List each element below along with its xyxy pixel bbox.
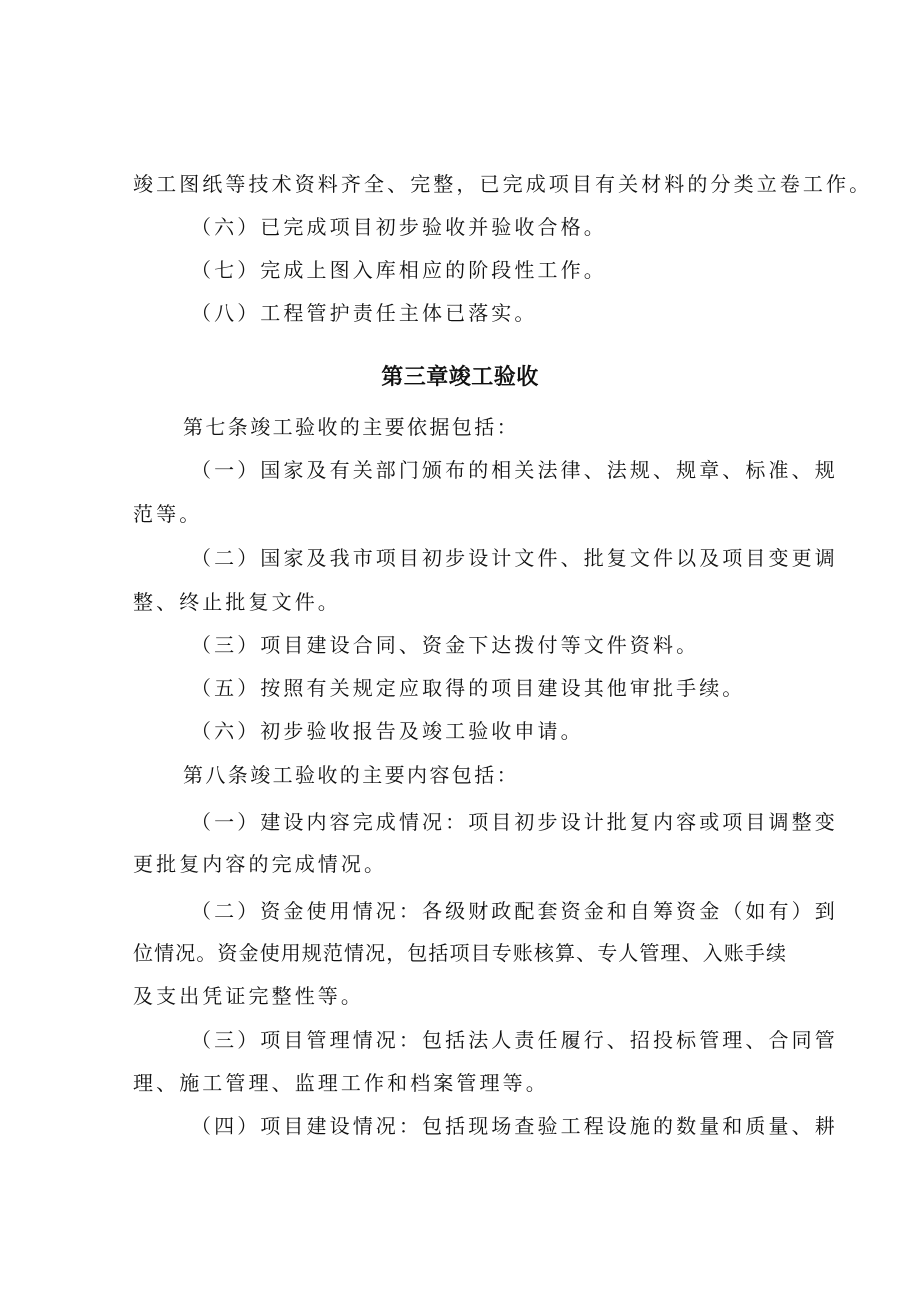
list-item: （六）初步验收报告及竣工验收申请。: [191, 719, 584, 743]
article-heading: 第八条竣工验收的主要内容包括：: [183, 763, 519, 787]
list-item-continuation: 范等。: [133, 502, 203, 526]
list-item: （三）项目管理情况：包括法人责任履行、招投标管理、合同管: [191, 1028, 838, 1052]
list-item: （八）工程管护责任主体已落实。: [191, 301, 538, 325]
list-item: （二）国家及我市项目初步设计文件、批复文件以及项目变更调: [191, 546, 838, 570]
chapter-title: 第三章竣工验收: [381, 365, 539, 390]
list-item-continuation: 及支出凭证完整性等。: [133, 984, 364, 1008]
list-item-continuation: 更批复内容的完成情况。: [133, 852, 388, 876]
list-item: （六）已完成项目初步验收并验收合格。: [191, 215, 607, 239]
list-item-continuation: 理、施工管理、监理工作和档案管理等。: [133, 1071, 549, 1095]
list-item: （五）按照有关规定应取得的项目建设其他审批手续。: [191, 676, 746, 700]
list-item: （一）建设内容完成情况：项目初步设计批复内容或项目调整变: [191, 810, 838, 834]
paragraph-line: 竣工图纸等技术资料齐全、完整，已完成项目有关材料的分类立卷工作。: [133, 172, 873, 196]
list-item: （七）完成上图入库相应的阶段性工作。: [191, 258, 607, 282]
article-heading: 第七条竣工验收的主要依据包括：: [183, 415, 519, 439]
list-item: （二）资金使用情况：各级财政配套资金和自筹资金（如有）到: [191, 899, 838, 923]
list-item-continuation: 整、终止批复文件。: [133, 590, 341, 614]
list-item-continuation: 位情况。资金使用规范情况，包括项目专账核算、专人管理、入账手续: [133, 941, 788, 965]
list-item: （一）国家及有关部门颁布的相关法律、法规、规章、标准、规: [191, 458, 838, 482]
list-item: （四）项目建设情况：包括现场查验工程设施的数量和质量、耕: [191, 1114, 838, 1138]
list-item: （三）项目建设合同、资金下达拨付等文件资料。: [191, 633, 700, 657]
